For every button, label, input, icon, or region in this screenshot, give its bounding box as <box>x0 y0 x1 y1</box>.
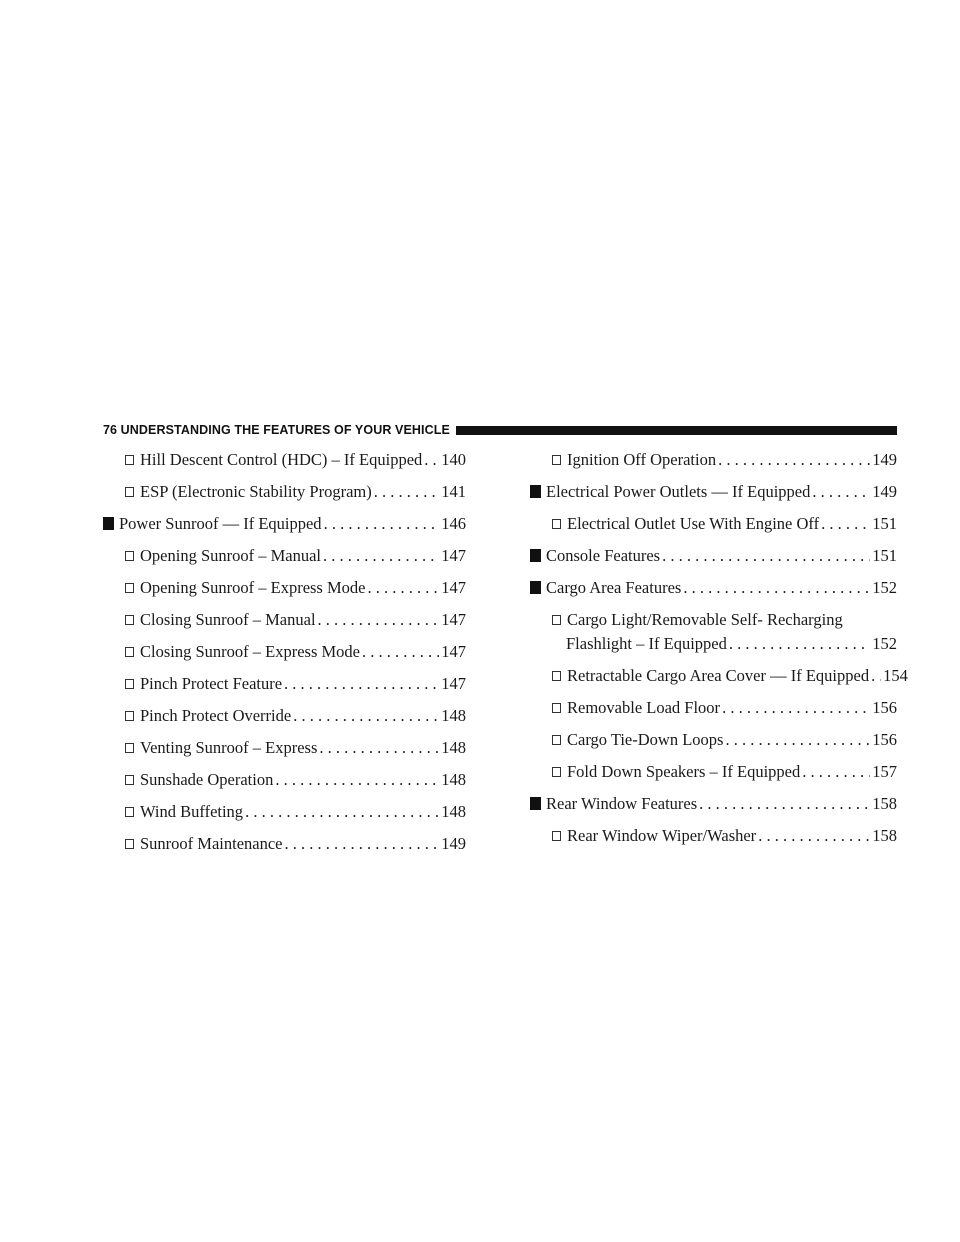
toc-entry-title-line2: Flashlight – If Equipped <box>566 634 727 653</box>
toc-entry-page: 147 <box>441 674 466 693</box>
toc-entry[interactable] <box>530 664 908 688</box>
toc-entry[interactable] <box>530 544 897 568</box>
toc-entry[interactable] <box>103 832 466 856</box>
toc-entry[interactable] <box>103 768 466 792</box>
toc-entry[interactable] <box>530 576 897 600</box>
toc-entry-page: 141 <box>441 482 466 501</box>
box-bullet-icon <box>552 735 561 745</box>
toc-entry-page: 147 <box>441 578 466 597</box>
toc-entry-page: 149 <box>872 482 897 501</box>
box-bullet-icon <box>125 455 134 465</box>
toc-entry[interactable] <box>103 672 466 696</box>
toc-entry[interactable] <box>103 640 466 664</box>
box-bullet-icon <box>552 615 561 625</box>
toc-entry[interactable] <box>530 448 897 472</box>
toc-leader-dots <box>683 576 870 600</box>
toc-leader-dots <box>323 544 439 568</box>
toc-entry-title: Rear Window Features <box>546 794 698 813</box>
toc-entry-title: Sunroof Maintenance <box>140 834 283 853</box>
header-rule <box>456 426 897 435</box>
toc-entry-title: Ignition Off Operation <box>567 450 717 469</box>
toc-entry-title: Cargo Light/Removable Self- Recharging <box>567 610 843 629</box>
toc-entry-title: Electrical Outlet Use With Engine Off <box>567 514 820 533</box>
toc-entry-title: Retractable Cargo Area Cover — If Equipped <box>567 666 870 685</box>
toc-entry-title: Opening Sunroof – Express Mode <box>140 578 366 597</box>
toc-leader-dots <box>821 512 870 536</box>
toc-entry-title: Closing Sunroof – Manual <box>140 610 316 629</box>
box-bullet-icon <box>552 519 561 529</box>
toc-entry-title: Power Sunroof — If Equipped <box>119 514 322 533</box>
toc-entry-page: 147 <box>441 546 466 565</box>
toc-entry-title: Fold Down Speakers – If Equipped <box>567 762 801 781</box>
toc-entry-title: ESP (Electronic Stability Program) <box>140 482 372 501</box>
toc-leader-dots <box>275 768 439 792</box>
box-bullet-icon <box>125 711 134 721</box>
toc-entry[interactable] <box>103 800 466 824</box>
box-bullet-icon <box>552 703 561 713</box>
box-bullet-icon <box>552 455 561 465</box>
toc-leader-dots <box>424 448 439 472</box>
toc-leader-dots <box>722 696 870 720</box>
toc-entry-page: 158 <box>872 826 897 845</box>
box-bullet-icon <box>125 551 134 561</box>
toc-entry-title: Closing Sunroof – Express Mode <box>140 642 360 661</box>
toc-entry-page: 151 <box>872 514 897 533</box>
toc-entry-page: 156 <box>872 730 897 749</box>
square-bullet-icon <box>530 797 541 810</box>
toc-entry-title: Pinch Protect Override <box>140 706 292 725</box>
box-bullet-icon <box>125 775 134 785</box>
square-bullet-icon <box>530 485 541 498</box>
toc-entry-title: Cargo Tie-Down Loops <box>567 730 724 749</box>
toc-leader-dots <box>725 728 870 752</box>
box-bullet-icon <box>125 807 134 817</box>
toc-entry-title: Wind Buffeting <box>140 802 244 821</box>
toc-entry[interactable] <box>103 608 466 632</box>
square-bullet-icon <box>530 549 541 562</box>
box-bullet-icon <box>125 679 134 689</box>
toc-entry-page: 147 <box>441 610 466 629</box>
toc-leader-dots <box>729 632 870 656</box>
toc-entry[interactable] <box>103 544 466 568</box>
box-bullet-icon <box>125 487 134 497</box>
toc-leader-dots <box>293 704 439 728</box>
toc-entry[interactable] <box>103 704 466 728</box>
toc-leader-dots <box>362 640 439 664</box>
toc-leader-dots <box>318 608 440 632</box>
box-bullet-icon <box>125 743 134 753</box>
toc-entry-title: Cargo Area Features <box>546 578 682 597</box>
toc-leader-dots <box>374 480 440 504</box>
toc-right-column <box>530 448 908 856</box>
toc-entry-page: 151 <box>872 546 897 565</box>
toc-entry-page: 156 <box>872 698 897 717</box>
toc-leader-dots <box>871 664 881 688</box>
toc-entry-page: 147 <box>441 642 466 661</box>
toc-entry-title: Pinch Protect Feature <box>140 674 283 693</box>
toc-entry-title: Console Features <box>546 546 661 565</box>
box-bullet-icon <box>552 767 561 777</box>
square-bullet-icon <box>103 517 114 530</box>
toc-leader-dots <box>662 544 870 568</box>
box-bullet-icon <box>552 671 561 681</box>
toc-entry-page: 154 <box>883 666 908 685</box>
toc-entry-title: Removable Load Floor <box>567 698 721 717</box>
toc-leader-dots <box>699 792 870 816</box>
toc-entry[interactable] <box>103 576 466 600</box>
toc-entry-page: 148 <box>441 770 466 789</box>
toc-leader-dots <box>812 480 870 504</box>
toc-entry-title: Hill Descent Control (HDC) – If Equipped <box>140 450 423 469</box>
toc-entry[interactable] <box>530 608 897 656</box>
toc-entry-page: 148 <box>441 706 466 725</box>
box-bullet-icon <box>125 615 134 625</box>
toc-leader-dots <box>802 760 870 784</box>
toc-entry-title: Electrical Power Outlets — If Equipped <box>546 482 811 501</box>
toc-entry-page: 158 <box>872 794 897 813</box>
box-bullet-icon <box>125 647 134 657</box>
box-bullet-icon <box>552 831 561 841</box>
toc-entry[interactable] <box>530 512 897 536</box>
toc-entry-page: 149 <box>872 450 897 469</box>
toc-leader-dots <box>245 800 439 824</box>
toc-entry-title: Rear Window Wiper/Washer <box>567 826 757 845</box>
toc-left-column <box>103 448 466 864</box>
toc-entry-title: Sunshade Operation <box>140 770 274 789</box>
toc-entry-title: Venting Sunroof – Express <box>140 738 318 757</box>
toc-entry[interactable] <box>530 824 897 848</box>
toc-entry[interactable] <box>530 696 897 720</box>
toc-entry[interactable] <box>530 760 897 784</box>
toc-entry[interactable] <box>530 792 897 816</box>
toc-entry-page: 157 <box>872 762 897 781</box>
box-bullet-icon <box>125 839 134 849</box>
toc-leader-dots <box>367 576 439 600</box>
toc-entry-page: 152 <box>872 634 897 653</box>
toc-entry[interactable] <box>103 736 466 760</box>
toc-entry-page: 149 <box>441 834 466 853</box>
toc-leader-dots <box>284 672 439 696</box>
toc-entry-page: 152 <box>872 578 897 597</box>
toc-entry[interactable] <box>103 448 466 472</box>
header-text: 76 UNDERSTANDING THE FEATURES OF YOUR VEHICLE <box>103 423 450 437</box>
box-bullet-icon <box>125 583 134 593</box>
toc-entry-page: 148 <box>441 802 466 821</box>
toc-leader-dots <box>319 736 439 760</box>
toc-leader-dots <box>285 832 440 856</box>
square-bullet-icon <box>530 581 541 594</box>
page-header <box>103 420 897 440</box>
toc-entry[interactable] <box>530 480 897 504</box>
toc-leader-dots <box>718 448 870 472</box>
toc-entry-page: 148 <box>441 738 466 757</box>
toc-leader-dots <box>758 824 870 848</box>
toc-leader-dots <box>324 512 440 536</box>
toc-entry-title: Opening Sunroof – Manual <box>140 546 322 565</box>
toc-entry-page: 140 <box>441 450 466 469</box>
toc-entry[interactable] <box>530 728 897 752</box>
toc-entry-page: 146 <box>441 514 466 533</box>
toc-entry[interactable] <box>103 512 466 536</box>
toc-entry[interactable] <box>103 480 466 504</box>
